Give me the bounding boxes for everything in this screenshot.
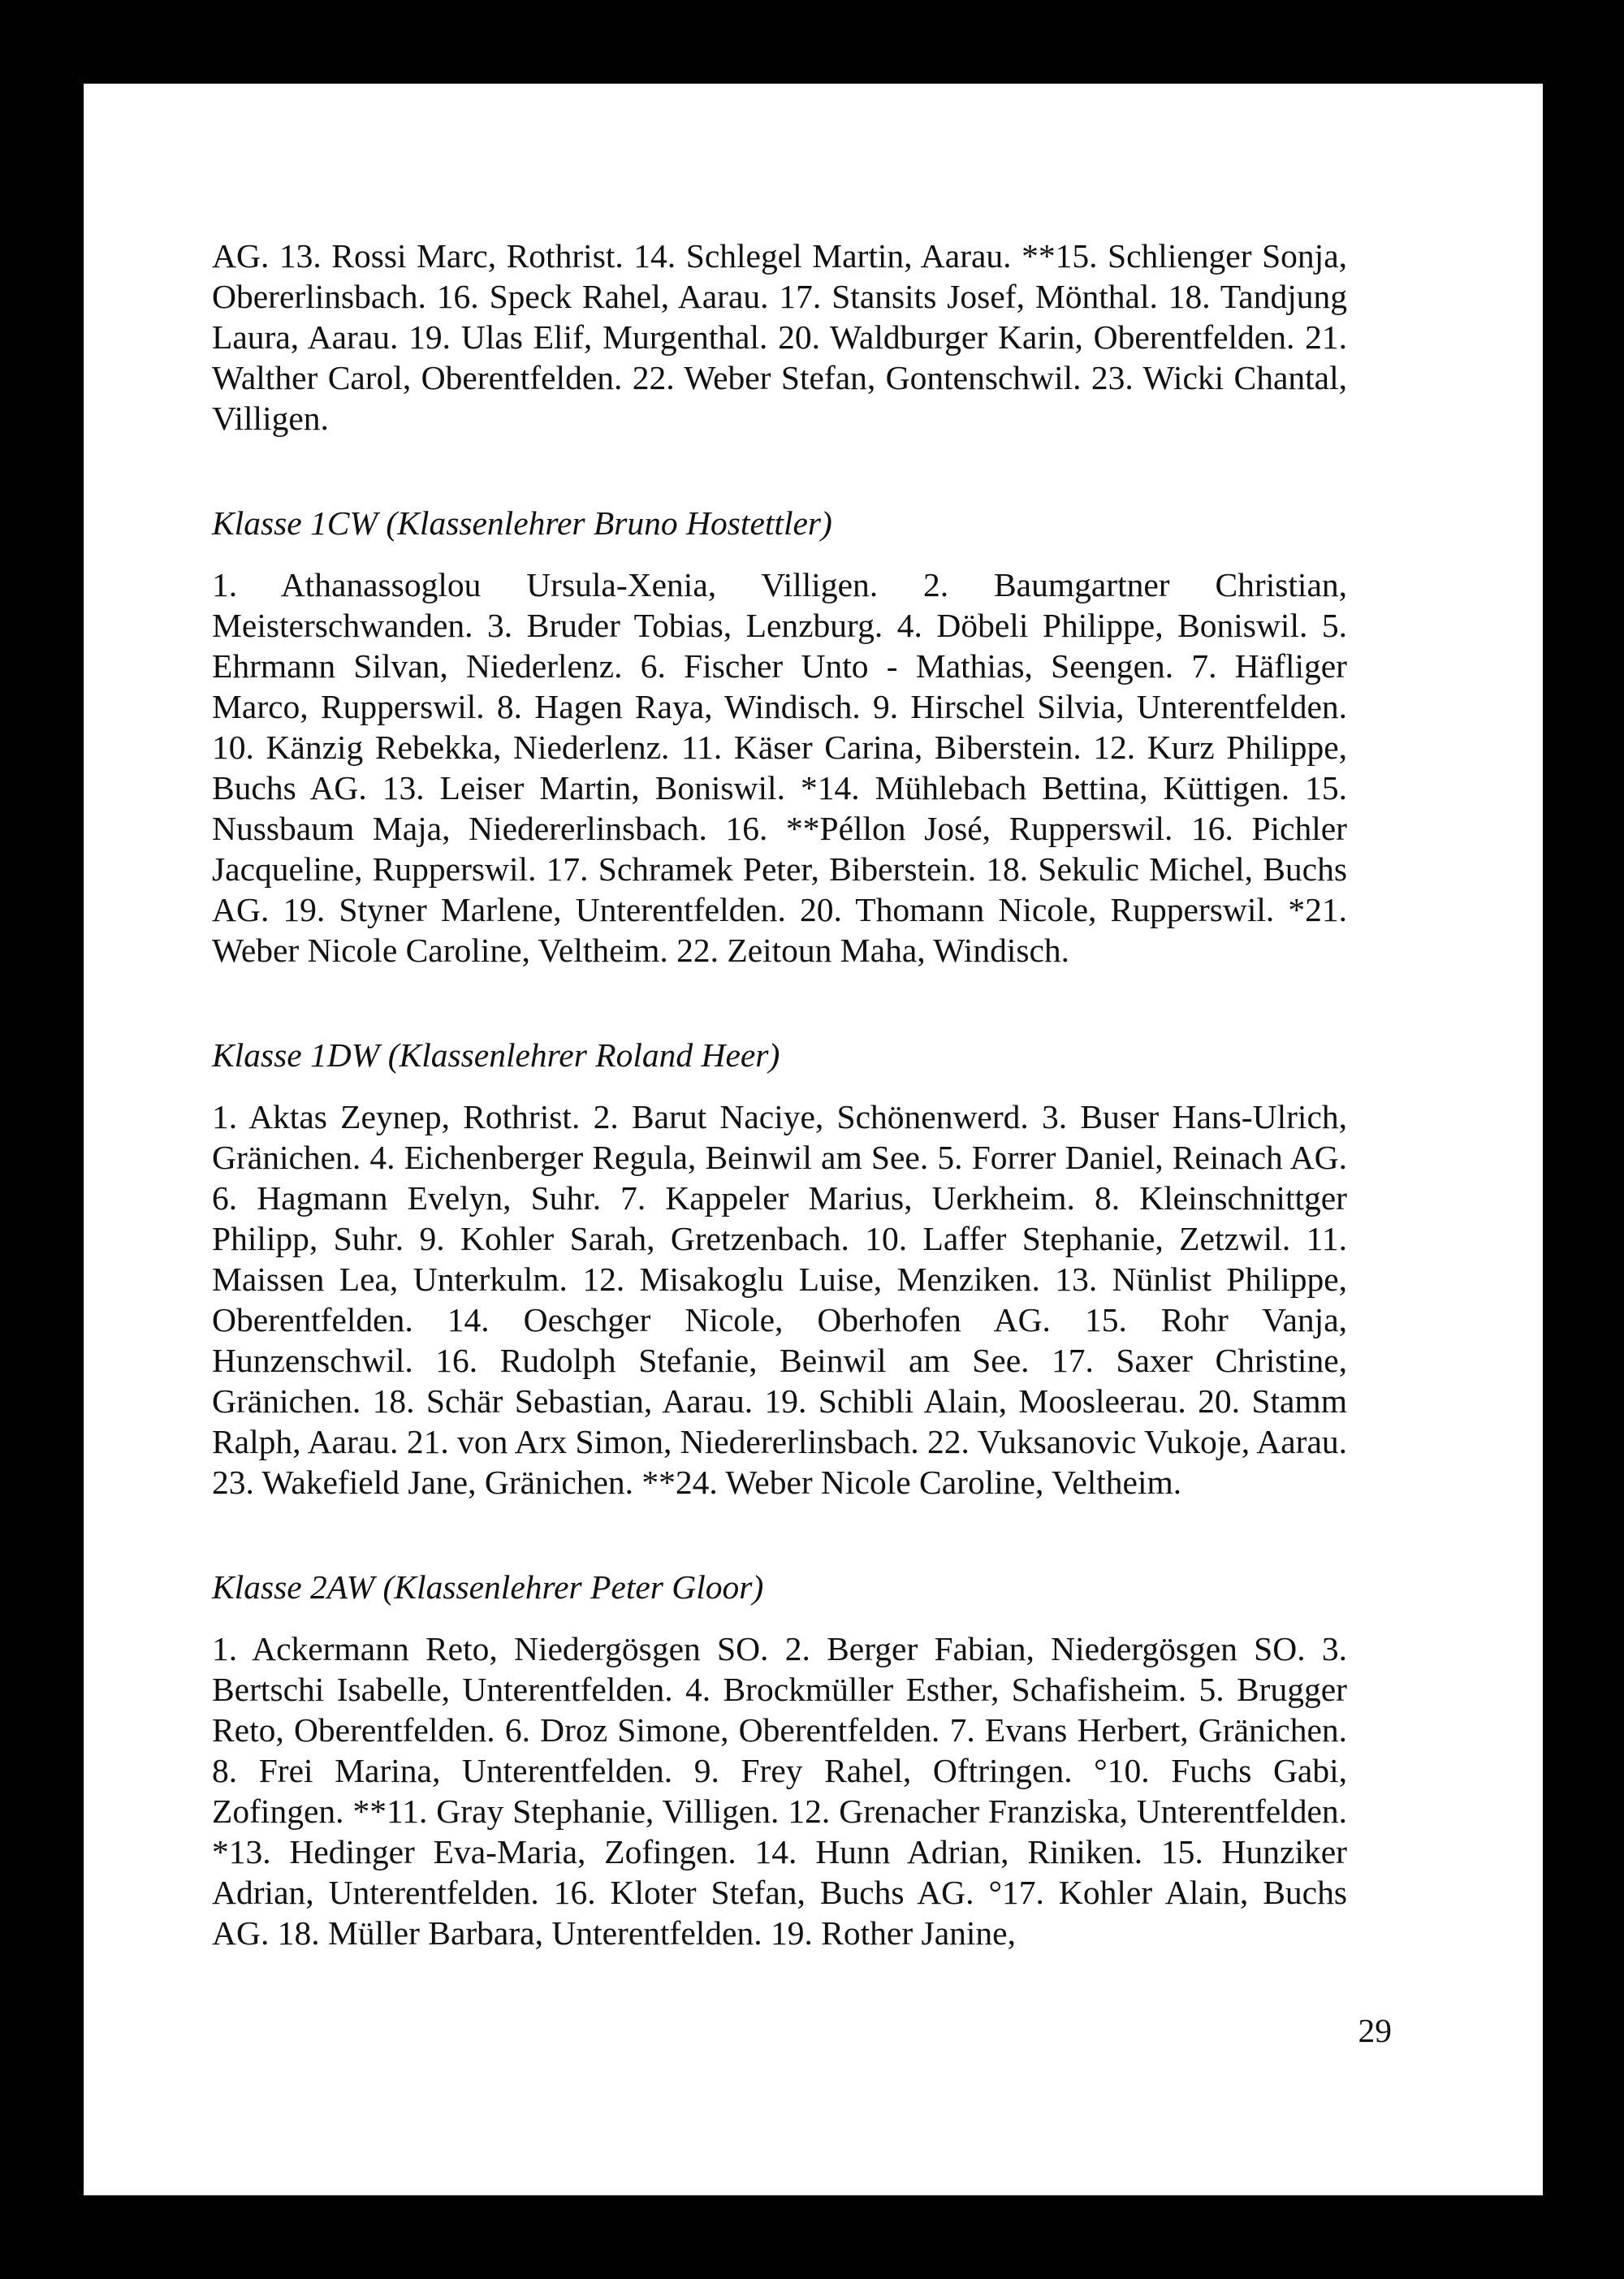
class-1cw-student-list: 1. Athanassoglou Ursula-Xenia, Villigen. 2. Baumgartner Christian, Meisterschwanden. 3. Bruder Tobias, Lenzburg. 4. Döbeli Philippe, Boniswil. 5. Ehrmann Silvan, Niederlenz. 6. Fischer Unto - Mathias, Seengen. 7. Häfliger Marco, Rupperswil. 8. Hagen Raya, Windisch. 9. Hirschel Silvia, Unterentfelden. 10. Känzig Rebekka, Niederlenz. 11. Käser Carina, Biberstein. 12. Kurz Philippe, Buchs AG. 13. Leiser Martin, Boniswil. *14. Mühlebach Bettina, Küttigen. 15. Nussbaum Maja, Niedererlinsbach. 16. **Péllon José, Rupperswil. 16. Pichler Jacqueline, Rupperswil. 17. Schramek Peter, Biberstein. 18. Sekulic Michel, Buchs AG. 19. Styner Marlene, Unterentfelden. 20. Thomann Nicole, Rupperswil. *21. Weber Nicole Caroline, Veltheim. 22. Zeitoun Maha, Windisch. xyxy=(212,566,1347,969)
class-2aw-heading: Klasse 2AW (Klassenlehrer Peter Gloor) xyxy=(212,1568,764,1606)
page-number: 29 xyxy=(1358,2012,1392,2049)
class-1dw-student-list: 1. Aktas Zeynep, Rothrist. 2. Barut Naciye, Schönenwerd. 3. Buser Hans-Ulrich, Gränichen. 4. Eichenberger Regula, Beinwil am See. 5. Forrer Daniel, Reinach AG. 6. Hagmann Evelyn, Suhr. 7. Kappeler Marius, Uerkheim. 8. Kleinschnittger Philipp, Suhr. 9. Kohler Sarah, Gretzenbach. 10. Laffer Stephanie, Zetzwil. 11. Maissen Lea, Unterkulm. 12. Misakoglu Luise, Menziken. 13. Nünlist Philippe, Oberentfelden. 14. Oeschger Nicole, Oberhofen AG. 15. Rohr Vanja, Hunzenschwil. 16. Rudolph Stefanie, Beinwil am See. 17. Saxer Christine, Gränichen. 18. Schär Sebastian, Aarau. 19. Schibli Alain, Moosleerau. 20. Stamm Ralph, Aarau. 21. von Arx Simon, Niedererlinsbach. 22. Vuksanovic Vukoje, Aarau. 23. Wakefield Jane, Gränichen. **24. Weber Nicole Caroline, Veltheim. xyxy=(212,1098,1347,1501)
continued-student-list: AG. 13. Rossi Marc, Rothrist. 14. Schlegel Martin, Aarau. **15. Schlienger Sonja, Obererlinsbach. 16. Speck Rahel, Aarau. 17. Stansits Josef, Mönthal. 18. Tandjung Laura, Aarau. 19. Ulas Elif, Murgenthal. 20. Waldburger Karin, Oberentfelden. 21. Walther Carol, Oberentfelden. 22. Weber Stefan, Gontenschwil. 23. Wicki Chantal, Villigen. xyxy=(212,237,1347,437)
class-1dw-heading: Klasse 1DW (Klassenlehrer Roland Heer) xyxy=(212,1036,780,1074)
class-2aw-student-list: 1. Ackermann Reto, Niedergösgen SO. 2. Berger Fabian, Niedergösgen SO. 3. Bertschi Isabelle, Unterentfelden. 4. Brockmüller Esther, Schafisheim. 5. Brugger Reto, Oberentfelden. 6. Droz Simone, Oberentfelden. 7. Evans Herbert, Gränichen. 8. Frei Marina, Unterentfelden. 9. Frey Rahel, Oftringen. °10. Fuchs Gabi, Zofingen. **11. Gray Stephanie, Villigen. 12. Grenacher Franziska, Unterentfelden. *13. Hedinger Eva-Maria, Zofingen. 14. Hunn Adrian, Riniken. 15. Hunziker Adrian, Unterentfelden. 16. Kloter Stefan, Buchs AG. °17. Kohler Alain, Buchs AG. 18. Müller Barbara, Unterentfelden. 19. Rother Janine, xyxy=(212,1630,1347,1952)
class-1cw-heading: Klasse 1CW (Klassenlehrer Bruno Hostettler) xyxy=(212,504,832,542)
page-content xyxy=(212,236,1347,1953)
document-page xyxy=(84,84,1543,2195)
